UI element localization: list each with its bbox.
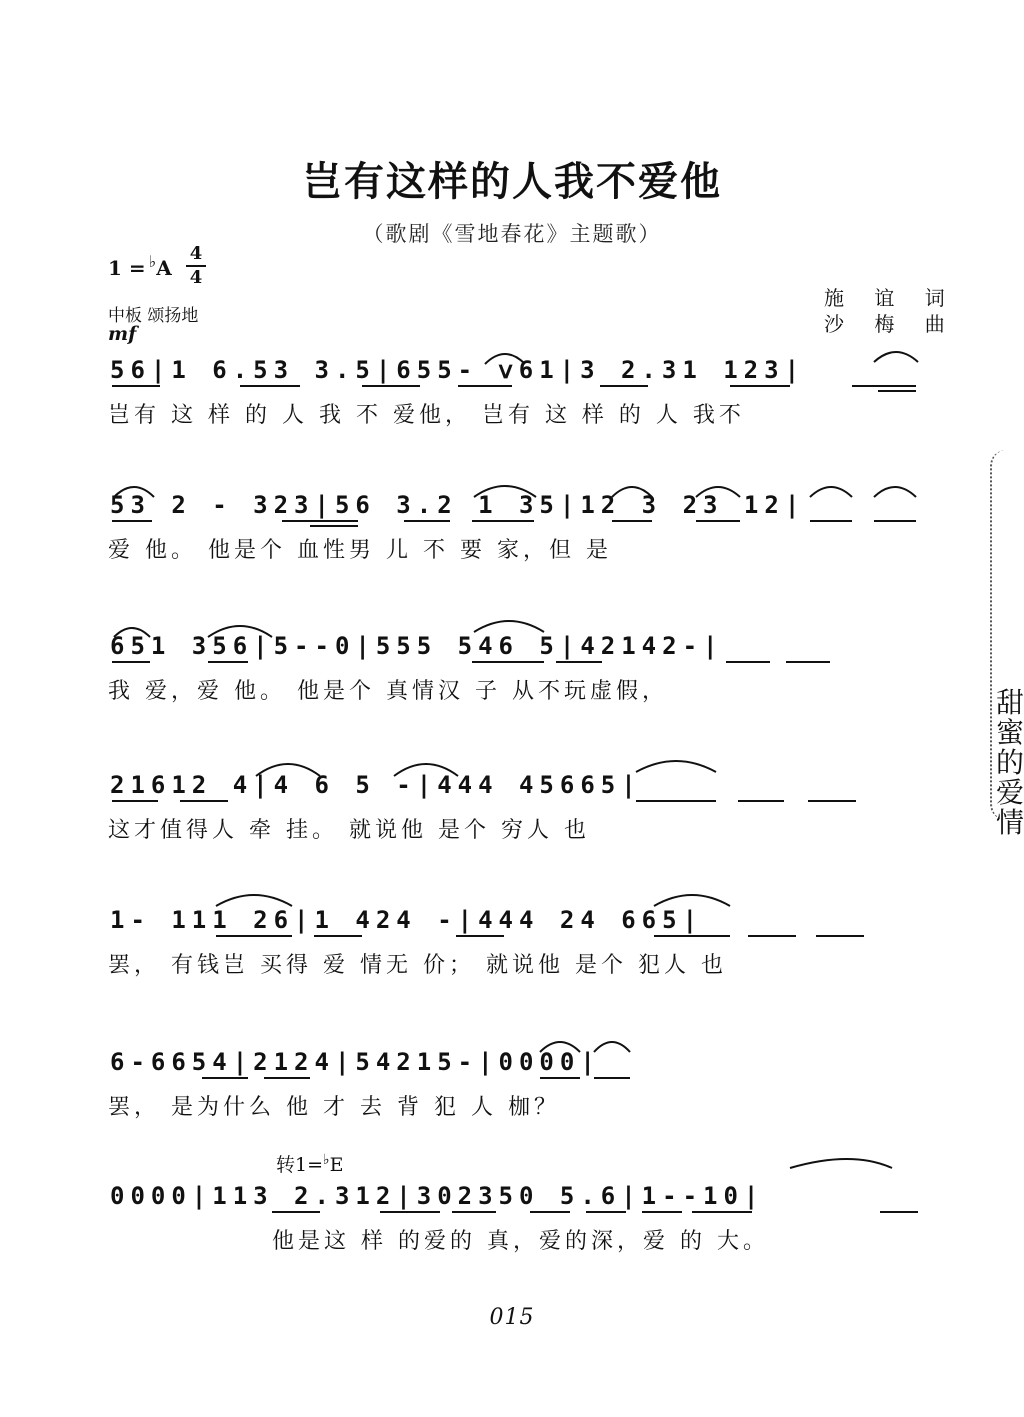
side-tab-char: 情 [995,806,1024,839]
lyrics-row: 这才值得人 牵 挂。 就说他 是个 穷人 也 [108,818,590,843]
lyrics-row: 我 爱，爱 他。 他是个 真情汉 子 从不玩虚假， [108,679,668,704]
composer-credit: 沙 梅 曲 [824,312,957,336]
song-title: 岂有这样的人我不爱他 [302,158,722,205]
lyrics-row: 岂有 这 样 的 人 我 不 爱他， 岂有 这 样 的 人 我不 [108,403,745,428]
key-note: A [156,256,172,280]
dynamic-marking: mf [108,323,137,345]
time-signature-bottom: 4 [189,267,203,288]
flat-sign: ♭ [323,1152,330,1168]
time-signature [186,244,206,288]
lyrics-row: 罢， 是为什么 他 才 去 背 犯 人 枷？ [108,1095,560,1120]
side-tab [995,688,1024,838]
key-label: 1 = [108,256,146,280]
time-signature-top: 4 [189,243,203,264]
side-tab-char: 蜜 [995,716,1024,749]
notation-row: 21612 4|4 6 5 -|444 45665| [110,771,642,799]
side-tab-char: 爱 [995,776,1024,809]
notation-row: 6-6654|2124|54215-|0000| [110,1048,601,1076]
lyrics-row: 爱 他。 他是个 血性男 儿 不 要 家，但 是 [108,538,612,563]
key-signature [108,252,172,280]
modulation-note: E [329,1154,344,1176]
page-number: 015 [489,1305,535,1330]
side-tab-char: 甜 [995,686,1024,719]
side-tab-char: 的 [995,746,1024,779]
modulation-marking [276,1150,344,1177]
tempo-marking: 中板 颂扬地 [108,306,199,326]
notation-row: 1- 111 26|1 424 -|444 24 665| [110,906,704,934]
notation-row: 651 356|5--0|555 546 5|42142-| [110,632,724,660]
flat-sign: ♭ [148,252,157,271]
lyrics-row: 罢， 有钱岂 买得 爱 情无 价； 就说他 是个 犯人 也 [108,953,727,978]
notation-row: 53 2 - 323|56 3.2 1 35|12 3 23 12| [110,491,806,519]
modulation-label: 转1= [276,1154,324,1176]
lyrics-row: 他是这 样 的爱的 真，爱的深，爱 的 大。 [272,1229,769,1254]
notation-row: 56|1 6.53 3.5|655- ⅴ61|3 2.31 123| [110,356,806,384]
lyricist-credit: 施 谊 词 [824,286,957,310]
song-subtitle: （歌剧《雪地春花》主题歌） [362,222,662,246]
notation-row: 0000|113 2.312|302350 5.6|1--10| [110,1182,765,1210]
